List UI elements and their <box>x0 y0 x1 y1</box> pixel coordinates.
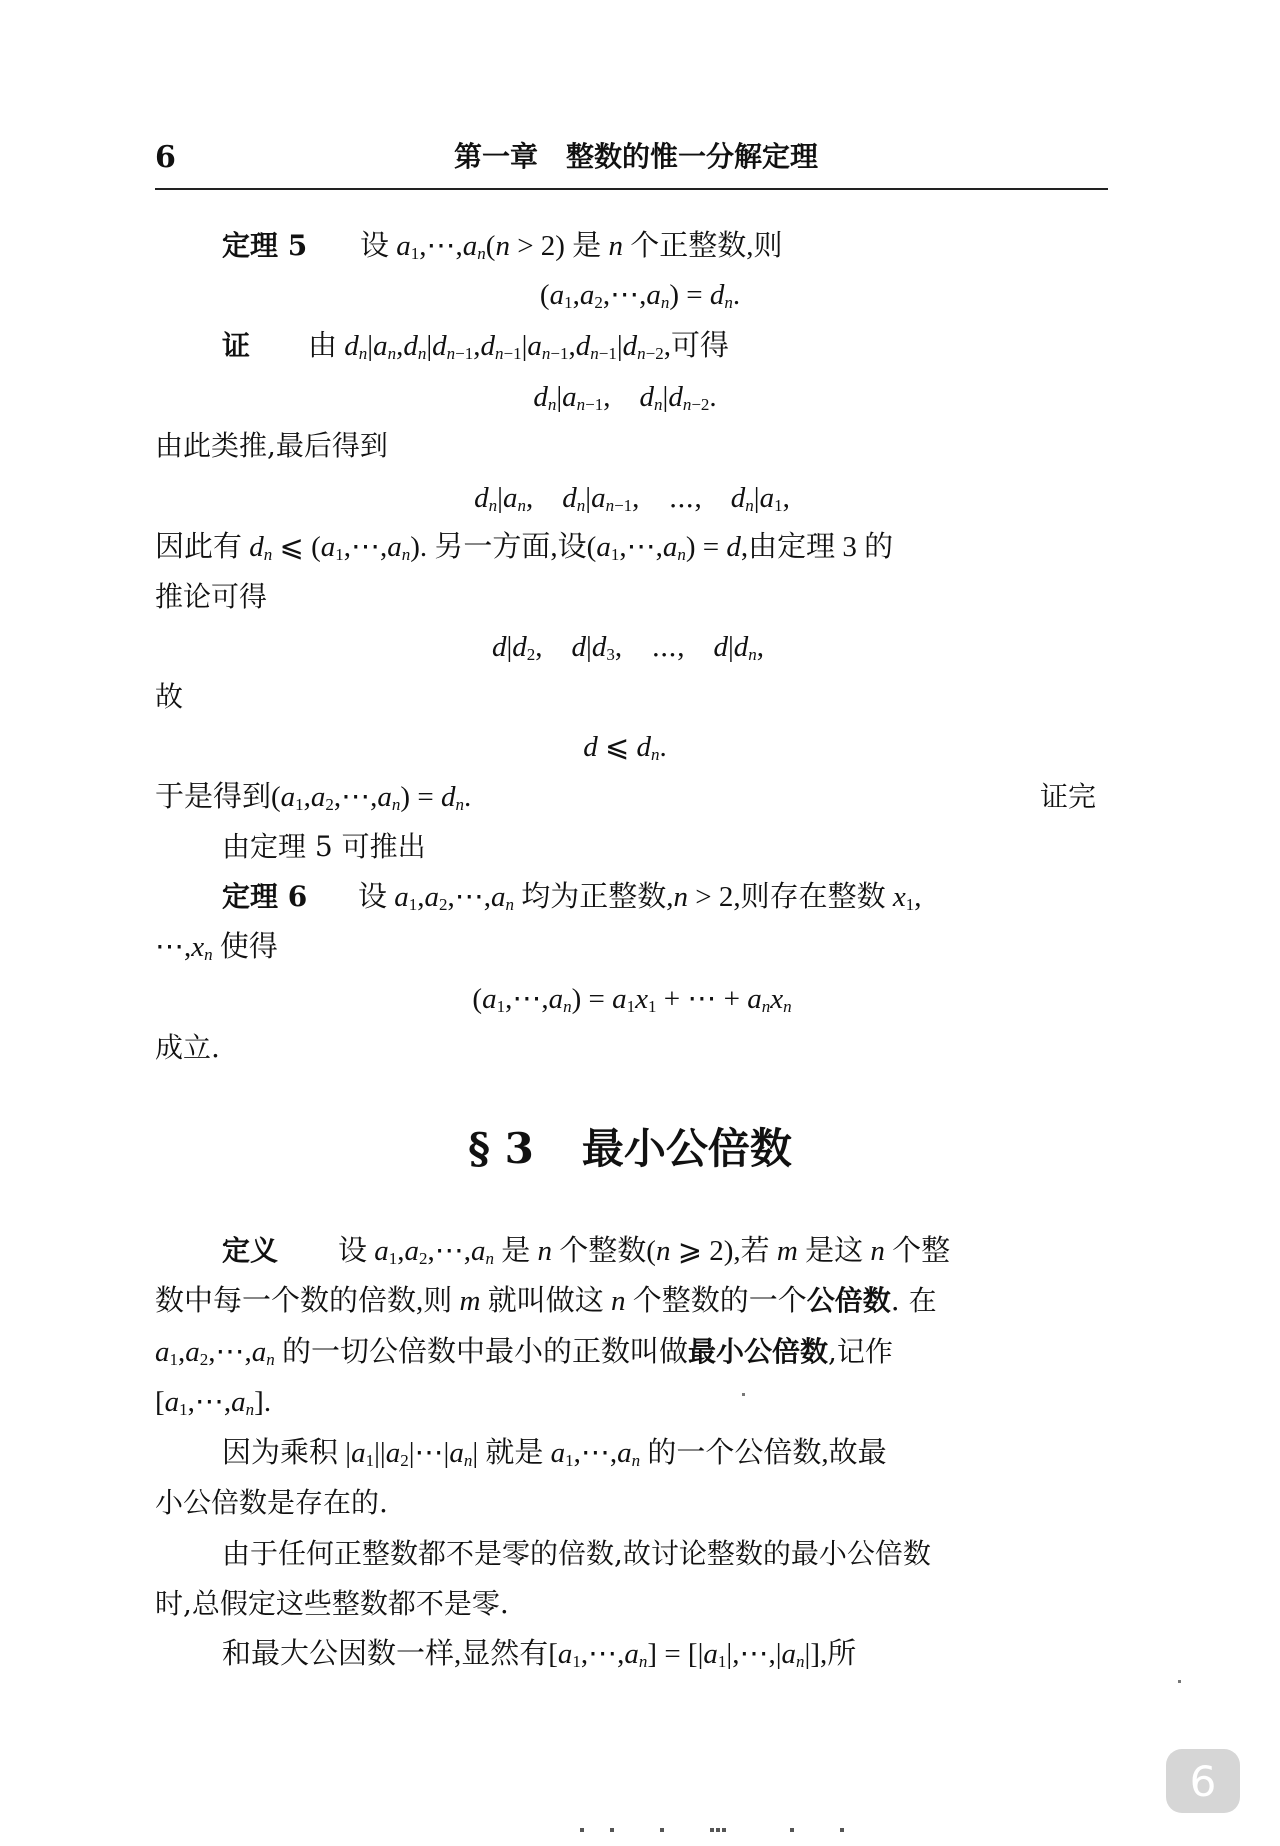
theorem6-line2: $\cdots,x_n$ 使得 <box>155 931 278 964</box>
definition-line2-a: 数中每一个数的倍数,则 m 就叫做这 n 个整数的一个 <box>155 1285 807 1317</box>
proof-line2: 由此类推,最后得到 <box>155 429 388 462</box>
definition-line4: $[a_1,\cdots,a_n]$. <box>155 1386 272 1419</box>
chapter-title: 第一章 整数的惟一分解定理 <box>453 140 819 173</box>
theorem6-formula: $(a_1,\cdots,a_n) = a_1x_1$ + ⋯ + $a_nx_n$ <box>472 983 792 1016</box>
proof-line5: 故 <box>155 680 184 713</box>
theorem5-statement-b: n 个正整数,则 <box>608 230 783 262</box>
proof-line4: 推论可得 <box>155 580 268 613</box>
term-least-common-multiple: 最小公倍数 <box>688 1335 829 1368</box>
definition-line3-b: ,记作 <box>828 1335 893 1368</box>
page-number: 6 <box>155 140 176 175</box>
para2-line2: 时,总假定这些整数都不是零. <box>155 1587 509 1620</box>
section-heading <box>468 1124 792 1173</box>
theorem6-label: 定理 6 <box>222 880 308 913</box>
definition-line1: 设 $a_1,a_2,\cdots,a_n$ 是 n 个整数(n ⩾ 2),若 m 是这 n 个整 <box>338 1235 951 1268</box>
proof-line3: 因此有 $d_n$ ⩽ $(a_1,\cdots,a_n)$. 另一方面,设$(a_1,\cdots,a_n) = d$,由定理 3 的 <box>155 531 894 564</box>
section-number: § 3 <box>468 1124 534 1173</box>
proof-label: 证 <box>222 329 251 362</box>
para1-line1: 因为乘积 $|a_1||a_2|\cdots|a_n|$ 就是 $a_1,\cdots,a_n$ 的一个公倍数,故最 <box>222 1437 887 1470</box>
theorem5-statement <box>360 232 782 261</box>
header-rule <box>155 188 1108 190</box>
definition-line2-b: . 在 <box>890 1284 937 1317</box>
theorem5-formula: $(a_1,a_2,\cdots,a_n) = d_n$. <box>539 279 741 312</box>
proof-line6: 于是得到$(a_1,a_2,\cdots,a_n) = d_n$. <box>155 781 472 814</box>
theorem5-label: 定理 5 <box>222 229 308 262</box>
term-common-multiple: 公倍数 <box>806 1284 891 1317</box>
proof-formula4: d ⩽ $d_n$. <box>583 731 667 764</box>
definition-line2 <box>155 1284 937 1317</box>
definition-line3-a: $a_1,a_2,\cdots,a_n$ 的一切公倍数中最小的正数叫做 <box>155 1336 689 1369</box>
proof-formula2: $d_n|a_n$, $d_n|a_{n-1}$, ⋯, $d_n|a_1$, <box>474 482 790 515</box>
theorem6-line3: 成立. <box>155 1031 220 1064</box>
para2-line1: 由于任何正整数都不是零的倍数,故讨论整数的最小公倍数 <box>222 1537 931 1570</box>
scan-dot <box>742 1393 745 1396</box>
section-title: 最小公倍数 <box>581 1124 792 1173</box>
para3-line1: 和最大公因数一样,显然有$[a_1,\cdots,a_n]$ = $[|a_1|,\cdots,|a_n|]$,所 <box>222 1638 857 1671</box>
page-badge: 6 <box>1166 1749 1240 1813</box>
para1-line2: 小公倍数是存在的. <box>155 1486 388 1519</box>
followup-line: 由定理 5 可推出 <box>222 830 426 863</box>
definition-line3 <box>155 1335 893 1369</box>
theorem5-statement-a: 设 $a_1,\cdots,a_n(n > 2)$ 是 <box>360 230 609 263</box>
proof-formula3: $d|d_2$, $d|d_3$, ⋯, $d|d_n$, <box>491 631 765 664</box>
theorem6-line1: 设 $a_1,a_2,\cdots,a_n$ 均为正整数,n > 2,则存在整数 $x_1$, <box>358 881 922 914</box>
proof-formula1: $d_n|a_{n-1}$, $d_n|d_{n-2}$. <box>533 381 717 414</box>
scan-dot <box>1178 1680 1181 1683</box>
proof-line1: 由 $d_n|a_n,d_n|d_{n-1},d_{n-1}|a_{n-1},d_{n-1}|d_{n-2}$,可得 <box>308 330 729 363</box>
proof-end-mark: 证完 <box>1040 780 1097 813</box>
scan-specks <box>570 1823 870 1837</box>
definition-label: 定义 <box>222 1234 279 1267</box>
